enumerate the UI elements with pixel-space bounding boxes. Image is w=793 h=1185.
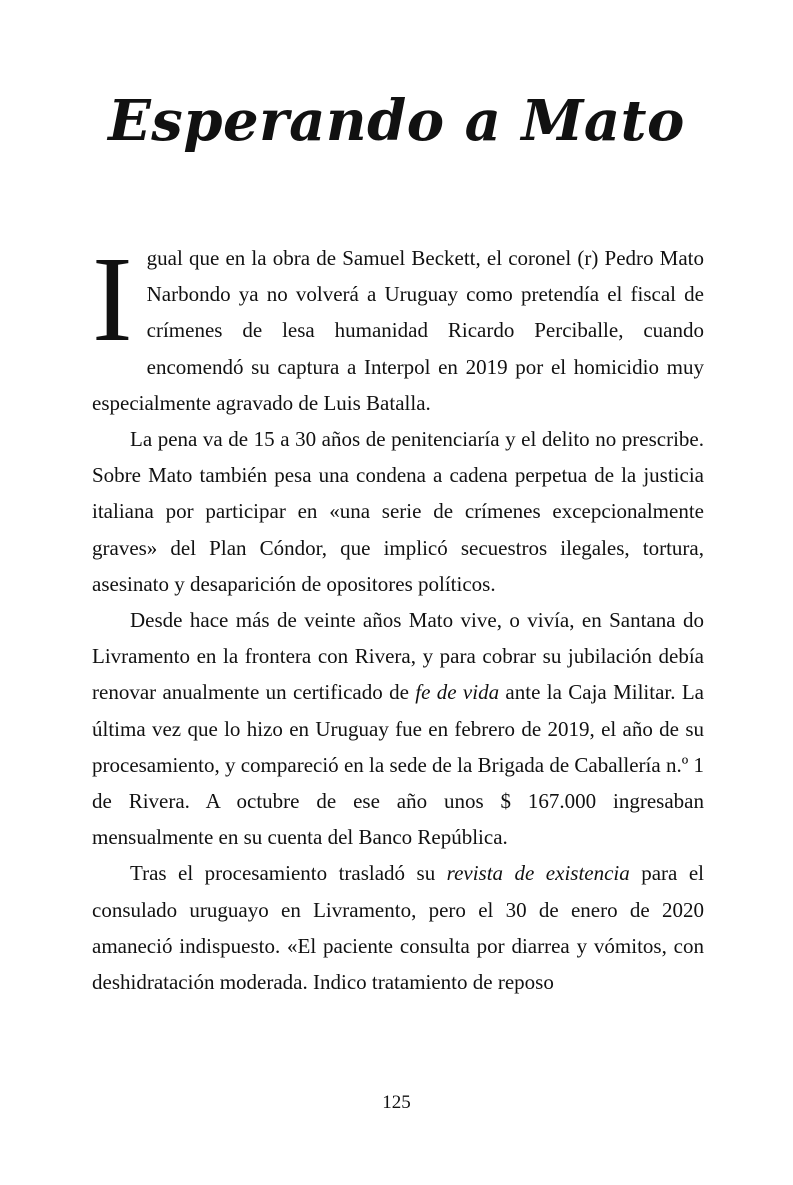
paragraph-1 — [92, 232, 704, 421]
paragraph-4-text-a: Tras el procesamiento trasladó su — [130, 861, 447, 886]
paragraph-3-italic-fe-de-vida: fe de vida — [415, 680, 500, 705]
paragraph-4-text-b: para el consulado uruguayo en Livramento, pero el 30 de enero de 2020 amaneció indispuesto. «El paciente consulta por diarrea y vómitos, con deshidratación moderada. Indico tratamiento de reposo — [92, 861, 704, 995]
paragraph-4-italic-revista: revista de existencia — [446, 861, 630, 886]
paragraph-3 — [92, 602, 704, 855]
paragraph-4 — [92, 855, 704, 1000]
paragraph-3-text-b: ante la Caja Militar. La última vez que lo hizo en Uruguay fue en febrero de 2019, el año de su procesamiento, y compareció en la sede de la Brigada de Caballería n.º 1 de Rivera. A octubre de ese año unos $ 167.000 ingresaban mensualmente en su cuenta del Banco República. — [92, 680, 704, 850]
paragraph-2-text: La pena va de 15 a 30 años de penitenciaría y el delito no prescribe. Sobre Mato también pesa una condena a cadena perpetua de la justicia italiana por participar en «una serie de crímenes excepcionalmente graves» del Plan Cóndor, que implicó secuestros ilegales, tortura, asesinato y desaparición de opositores políticos. — [92, 427, 704, 596]
chapter-body — [92, 232, 704, 1000]
chapter-title: Esperando a Mato — [108, 88, 685, 154]
drop-cap: I — [92, 232, 133, 367]
page-number: 125 — [382, 1092, 411, 1113]
paragraph-2 — [92, 421, 704, 602]
paragraph-3-text-a: Desde hace más de veinte años Mato vive, o vivía, en Santana do Livramento en la frontera con Rivera, y para cobrar su jubilación debía renovar anualmente un certificado de — [92, 608, 704, 705]
paragraph-1-text: gual que en la obra de Samuel Beckett, el coronel (r) Pedro Mato Narbondo ya no volverá a Uruguay como pretendía el fiscal de crímenes de lesa humanidad Ricardo Perciballe, cuando encomendó su captura a Interpol en 2019 por el homicidio muy especialmente agravado de Luis Batalla. — [92, 246, 704, 415]
